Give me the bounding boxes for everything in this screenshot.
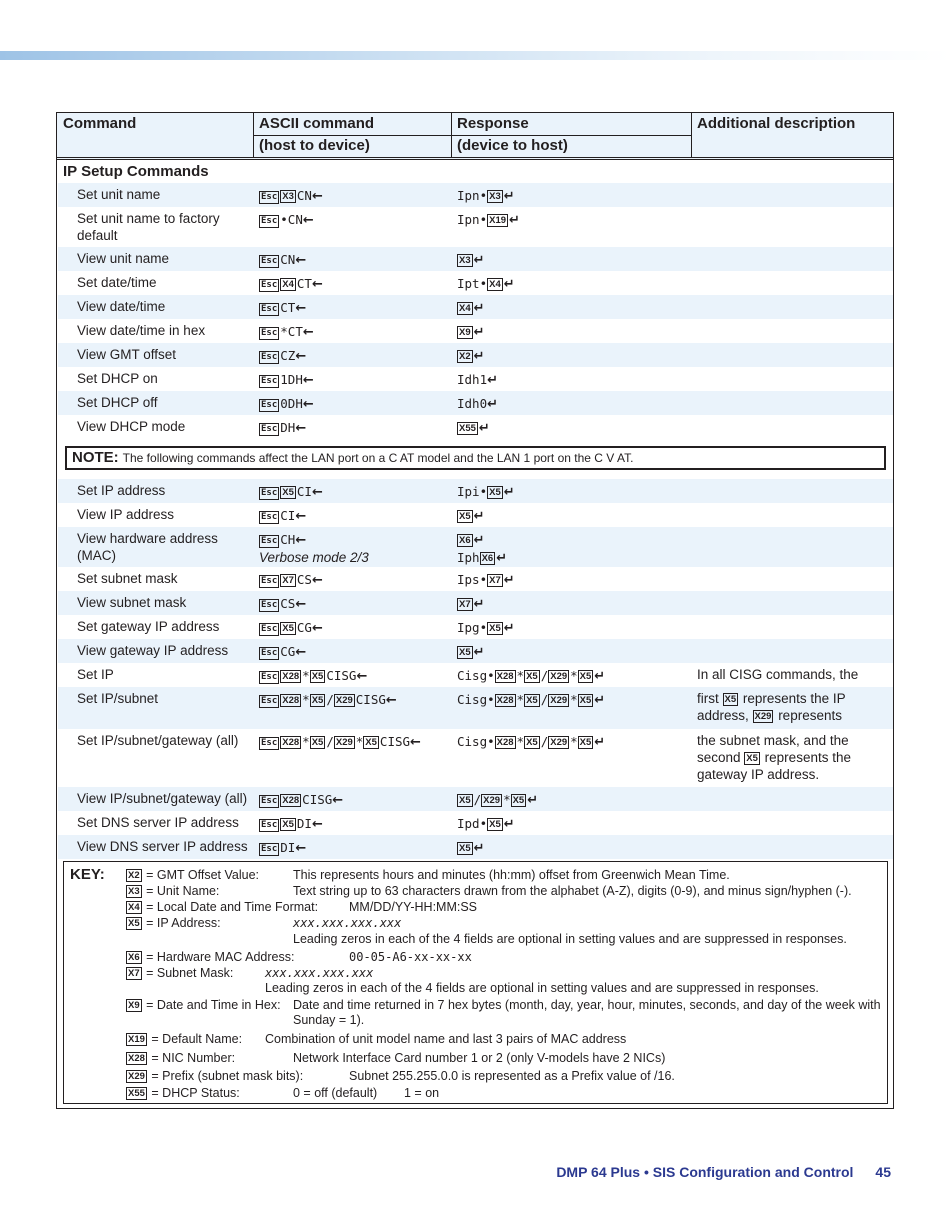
ascii-command: Esc CN← bbox=[261, 252, 307, 268]
table-row: View subnet mask Esc CS← X7 ↵ bbox=[58, 591, 893, 615]
note-box: NOTE: The following commands affect the LAN port on a C AT model and the LAN 1 port on the C V AT. bbox=[65, 446, 886, 470]
table-row: View hardware address (MAC) Esc CH← Verbose mode 2/3 X6 ↵ Iph X6 ↵ bbox=[58, 527, 893, 567]
table-row: Set IP address Esc X5 CI← Ipi• X5 ↵ bbox=[58, 479, 893, 503]
response: Ips• X7 ↵ bbox=[457, 572, 515, 588]
response: Ipn• X3 ↵ bbox=[457, 188, 515, 204]
ascii-command: Esc X28 * X5 CISG← bbox=[261, 668, 368, 684]
ascii-command: Esc CI← bbox=[261, 508, 307, 524]
ascii-command: Esc X28 CISG← bbox=[261, 792, 344, 808]
ascii-command: Esc *CT← bbox=[261, 324, 314, 340]
table-row: Set DNS server IP address Esc X5 DI← Ipd• X5 ↵ bbox=[77, 815, 515, 832]
table-row: Set IP/subnet/gateway (all) Esc X28 * X5 / X29 * X5 CISG← Cisg• X28 * X5 / X29 * X5 ↵ the subnet mask, and the second X5 represents the gateway IP address. bbox=[58, 729, 893, 787]
response: X5 ↵ bbox=[459, 509, 485, 524]
response: X55 ↵ bbox=[459, 421, 490, 436]
response: Ipi• X5 ↵ bbox=[457, 484, 515, 500]
table-row: Set gateway IP address Esc X5 CG← Ipg• X5 ↵ bbox=[77, 619, 515, 636]
table-row: View unit name Esc CN← X3 ↵ bbox=[58, 247, 893, 271]
table-row: View GMT offset Esc CZ← X2 ↵ bbox=[58, 343, 893, 367]
table-row: Set IP Esc X28 * X5 CISG← Cisg• X28 * X5 / X29 * X5 ↵ In all CISG commands, the bbox=[58, 663, 893, 687]
ascii-command: Esc CS← bbox=[261, 596, 307, 612]
response: X3 ↵ bbox=[459, 253, 485, 268]
ascii-command: Esc X5 CG← bbox=[261, 620, 323, 636]
response: Ipd• X5 ↵ bbox=[457, 816, 515, 832]
ascii-command: Esc CZ← bbox=[261, 348, 307, 364]
response: X4 ↵ bbox=[459, 301, 485, 316]
ascii-command: Esc X5 CI← bbox=[261, 484, 323, 500]
ascii-command: Esc DI← bbox=[261, 840, 307, 856]
ascii-command: Esc 1DH← bbox=[261, 372, 314, 388]
response: X7 ↵ bbox=[459, 597, 485, 612]
response: X6 ↵ Iph X6 ↵ bbox=[457, 533, 508, 566]
page-number: 45 bbox=[875, 1164, 891, 1180]
ascii-command: Esc X3 CN← bbox=[261, 188, 323, 204]
response: X9 ↵ bbox=[459, 325, 485, 340]
table-row: Set subnet mask Esc X7 CS← Ips• X7 ↵ bbox=[77, 571, 515, 588]
footer-title: DMP 64 Plus • SIS Configuration and Control bbox=[556, 1164, 854, 1180]
cisg-description: In all CISG commands, the bbox=[697, 667, 859, 682]
header-gradient-bar bbox=[0, 51, 950, 60]
table-row: View date/time Esc CT← X4 ↵ bbox=[58, 295, 893, 319]
table-row: View DNS server IP address Esc DI← X5 ↵ bbox=[58, 835, 893, 859]
response: Ipg• X5 ↵ bbox=[457, 620, 515, 636]
table-row: Set DHCP on Esc 1DH← Idh1↵ bbox=[77, 371, 499, 388]
response: Ipt• X4 ↵ bbox=[457, 276, 515, 292]
response: X5 ↵ bbox=[459, 645, 485, 660]
ascii-command: Esc CG← bbox=[261, 644, 307, 660]
response: Idh0↵ bbox=[457, 396, 499, 412]
table-row: Set IP/subnet Esc X28 * X5 / X29 CISG← Cisg• X28 * X5 / X29 * X5 ↵ first X5 represents the IP address, X29 represents bbox=[58, 687, 893, 729]
page-footer bbox=[556, 1164, 891, 1180]
response: X5 / X29 * X5 ↵ bbox=[459, 792, 539, 808]
table-row: Set date/time Esc X4 CT← Ipt• X4 ↵ bbox=[77, 275, 515, 292]
ascii-command: Esc •CN← bbox=[261, 212, 314, 228]
table-row: View gateway IP address Esc CG← X5 ↵ bbox=[58, 639, 893, 663]
ascii-command: Esc X4 CT← bbox=[261, 276, 323, 292]
table-row: Set DHCP off Esc 0DH← Idh0↵ bbox=[58, 391, 893, 415]
ascii-command: Esc X7 CS← bbox=[261, 572, 323, 588]
cisg-description: first X5 represents the IP address, X29 represents bbox=[697, 691, 846, 723]
table-row: View DHCP mode Esc DH← X55 ↵ bbox=[77, 419, 490, 436]
response: Idh1↵ bbox=[457, 372, 499, 388]
table-header bbox=[57, 113, 893, 160]
section-title: IP Setup Commands bbox=[63, 163, 209, 180]
header-response: Response (device to host) bbox=[457, 115, 568, 154]
ascii-command: Esc CT← bbox=[261, 300, 307, 316]
ascii-command: Esc DH← bbox=[261, 420, 307, 436]
table-row: View IP address Esc CI← X5 ↵ bbox=[77, 507, 485, 524]
key-box: KEY: X2 = GMT Offset Value: This represents hours and minutes (hh:mm) offset from Greenwich Mean Time. X3 = Unit Name: Text string up to 63 characters drawn from the alphabet (A-Z), digits (0-9), and minus sign/hyphen (-). X4 = Local Date and Time Format: MM/DD/YY-HH:MM:SS X5 = IP Address: xxx.xxx.xxx.xxx Leading zeros in each of the 4 fields are optional in setting values and are suppressed in responses. X6 = Hardware MAC Address: 00-05-A6-xx-xx-xx X7 = Subnet Mask: xxx.xxx.xxx.xxx Leading zeros in each of the 4 fields are optional in setting values and are suppressed in responses. X9 = Date and Time in Hex: Date and time returned in 7 hex bytes (month, day, year, hour, minutes, seconds, and day of the week with Sunday = 1). X19 = Default Name: Combination of unit model name and last 3 pairs of MAC address X28 = NIC Number: Network Interface Card number 1 or 2 (only V-models have 2 NICs) X29 = Prefix (subnet mask bits): Subnet 255.255.0.0 is represented as a Prefix value of /16. X55 = DHCP Status: 0 = off (default) 1 = on bbox=[63, 861, 888, 1104]
header-ascii: ASCII command (host to device) bbox=[259, 115, 375, 154]
response: X2 ↵ bbox=[459, 349, 485, 364]
header-description: Additional description bbox=[697, 115, 856, 132]
response: Cisg• X28 * X5 / X29 * X5 ↵ bbox=[457, 668, 606, 684]
table-row: View date/time in hex Esc *CT← X9 ↵ bbox=[77, 323, 485, 340]
ascii-command: Esc X5 DI← bbox=[261, 816, 323, 832]
ascii-command: Esc 0DH← bbox=[261, 396, 314, 412]
ascii-command: Esc X28 * X5 / X29 CISG← bbox=[261, 692, 397, 708]
ascii-command: Esc X28 * X5 / X29 * X5 CISG← bbox=[261, 734, 421, 750]
response: Cisg• X28 * X5 / X29 * X5 ↵ bbox=[457, 692, 606, 708]
command-table bbox=[56, 112, 894, 1109]
table-row: Set unit name to factory default Esc •CN← Ipn• X19 ↵ bbox=[77, 211, 520, 243]
header-command: Command bbox=[63, 115, 137, 132]
response: X5 ↵ bbox=[459, 841, 485, 856]
cisg-description: the subnet mask, and the second X5 represents the gateway IP address. bbox=[697, 733, 851, 782]
response: Ipn• X19 ↵ bbox=[457, 212, 520, 228]
response: Cisg• X28 * X5 / X29 * X5 ↵ bbox=[457, 734, 606, 750]
ascii-command: Esc CH← Verbose mode 2/3 bbox=[259, 532, 369, 565]
table-row: View IP/subnet/gateway (all) Esc X28 CISG← X5 / X29 * X5 ↵ bbox=[58, 787, 893, 811]
table-row: Set unit name Esc X3 CN← Ipn• X3 ↵ bbox=[58, 183, 893, 207]
